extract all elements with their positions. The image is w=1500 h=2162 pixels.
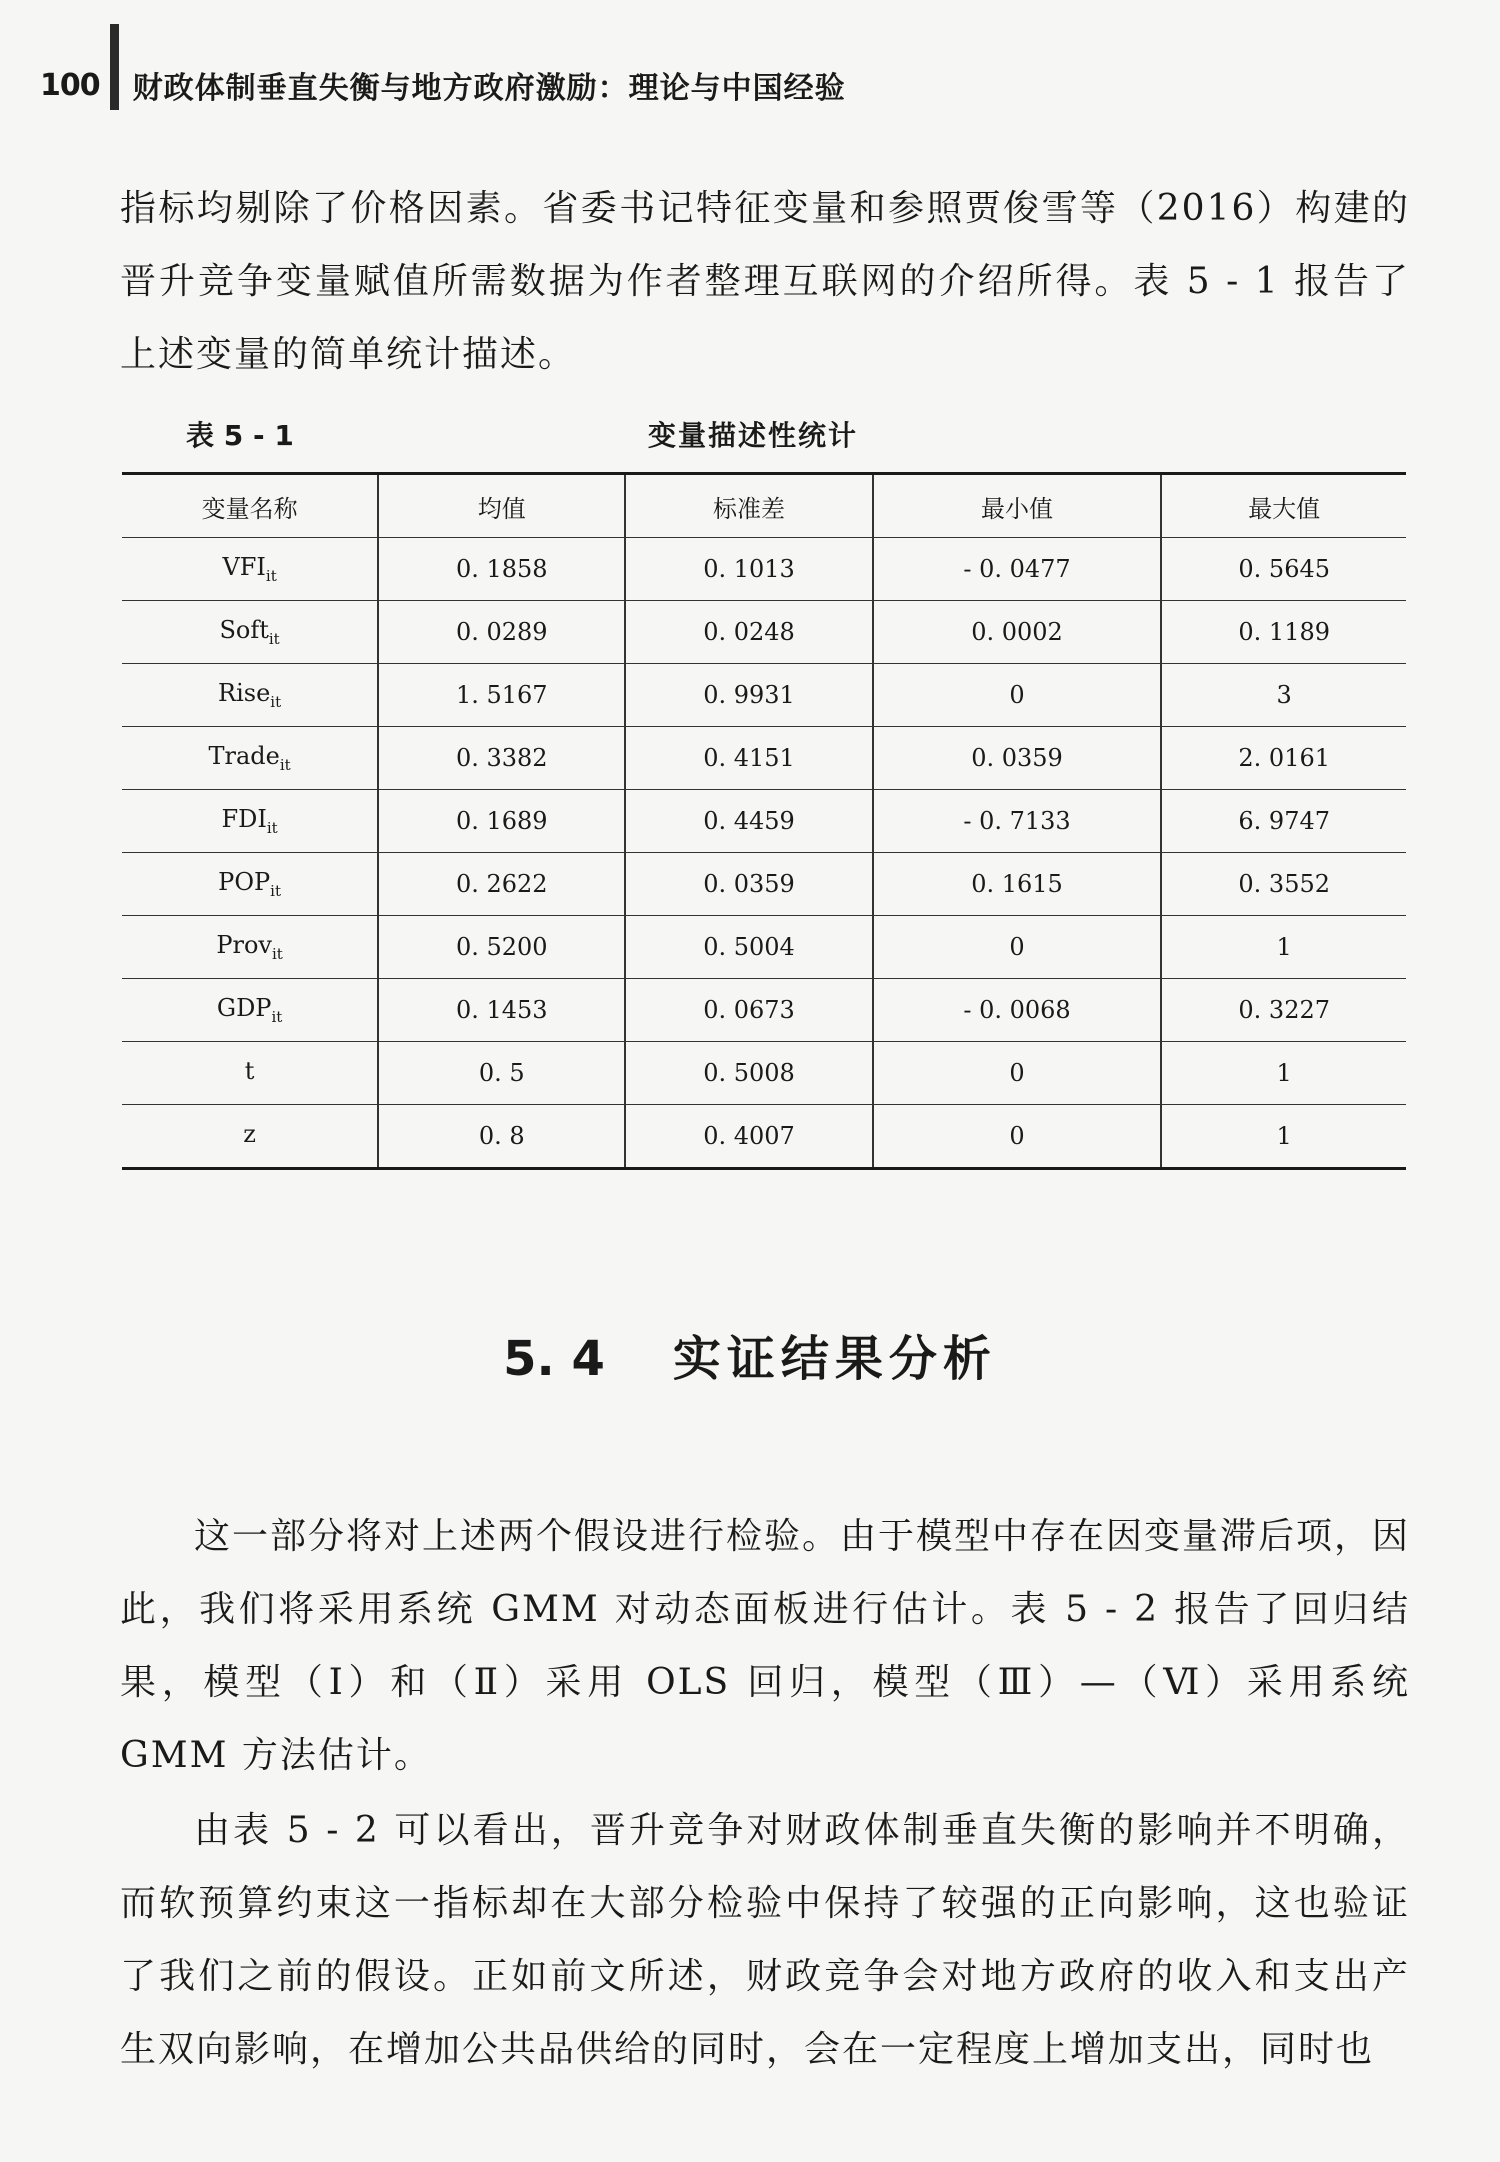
max-cell: 1 xyxy=(1161,916,1406,979)
min-cell: 0. 1615 xyxy=(873,853,1162,916)
variable-name-cell xyxy=(122,727,378,790)
max-cell: 1 xyxy=(1276,1122,1292,1150)
table-row xyxy=(122,1042,1406,1105)
body-paragraph: 由表 5 - 2 可以看出，晋升竞争对财政体制垂直失衡的影响并不明确，而软预算约束这一指标却在大部分检验中保持了较强的正向影响，这也验证了我们之前的假设。正如前文所述，财政竞争会对地方政府的收入和支出产生双向影响，在增加公共品供给的同时，会在一定程度上增加支出，同时也 xyxy=(120,1810,1410,2070)
intro-paragraph: 指标均剔除了价格因素。省委书记特征变量和参照贾俊雪等（2016）构建的晋升竞争变量赋值所需数据为作者整理互联网的介绍所得。表 5 - 1 报告了上述变量的简单统计描述。 xyxy=(120,188,1410,375)
variable-name-cell xyxy=(122,538,378,601)
table-row xyxy=(122,664,1406,727)
mean-cell: 0. 5 xyxy=(378,1042,625,1105)
mean-cell: 0. 5200 xyxy=(378,916,625,979)
sd-cell: 0. 9931 xyxy=(625,664,872,727)
variable-name: z xyxy=(243,1120,256,1148)
variable-name-cell xyxy=(122,1105,378,1169)
column-header: 变量名称 xyxy=(122,474,378,538)
table-title: 变量描述性统计 xyxy=(648,419,859,452)
max-cell: 3 xyxy=(1161,664,1406,727)
max-cell: 0. 3227 xyxy=(1161,979,1406,1042)
table-row xyxy=(122,979,1406,1042)
sd-cell: 0. 4007 xyxy=(625,1105,872,1169)
variable-subscript: it xyxy=(270,882,281,900)
sd-cell: 0. 0673 xyxy=(625,979,872,1042)
mean-cell: 1. 5167 xyxy=(378,664,625,727)
min-cell: 0 xyxy=(873,1042,1162,1105)
variable-name: Soft xyxy=(219,616,269,644)
table-header-row xyxy=(122,474,1406,538)
variable-name: VFI xyxy=(222,553,266,581)
max-cell: 1 xyxy=(1161,1042,1406,1105)
min-cell: - 0. 0068 xyxy=(873,979,1162,1042)
variable-name: GDP xyxy=(216,994,272,1022)
variable-name-cell xyxy=(122,979,378,1042)
min-cell: 0. 0359 xyxy=(873,727,1162,790)
sd-cell: 0. 4459 xyxy=(625,790,872,853)
variable-name-cell xyxy=(122,916,378,979)
max-cell: 2. 0161 xyxy=(1161,727,1406,790)
sd-cell: 0. 5004 xyxy=(625,916,872,979)
min-cell: - 0. 7133 xyxy=(873,790,1162,853)
table-row xyxy=(122,916,1406,979)
mean-cell: 0. 3382 xyxy=(378,727,625,790)
min-cell: - 0. 0477 xyxy=(873,538,1162,601)
sd-cell: 0. 1013 xyxy=(625,538,872,601)
section-number: 5. 4 xyxy=(503,1331,605,1387)
sd-cell: 0. 4151 xyxy=(625,727,872,790)
max-cell: 0. 3552 xyxy=(1161,853,1406,916)
table-row xyxy=(122,853,1406,916)
mean-cell: 0. 2622 xyxy=(378,853,625,916)
sd-cell: 0. 0248 xyxy=(625,601,872,664)
mean-cell: 0. 1689 xyxy=(378,790,625,853)
min-cell: 0 xyxy=(873,1105,1162,1169)
variable-subscript: it xyxy=(265,567,277,585)
mean-cell: 0. 1453 xyxy=(378,979,625,1042)
column-header: 均值 xyxy=(378,474,625,538)
table-row xyxy=(122,727,1406,790)
column-header: 最小值 xyxy=(873,474,1162,538)
table-row xyxy=(122,601,1406,664)
running-header xyxy=(40,60,846,110)
min-cell: 0. 0002 xyxy=(873,601,1162,664)
table-caption xyxy=(186,408,1286,458)
column-header: 标准差 xyxy=(625,474,872,538)
variable-name: POP xyxy=(218,868,271,896)
variable-subscript: it xyxy=(270,693,282,711)
mean-cell: 0. 0289 xyxy=(378,601,625,664)
table-number: 表 5 - 1 xyxy=(186,419,294,452)
max-cell: 0. 5645 xyxy=(1161,538,1406,601)
running-title: 财政体制垂直失衡与地方政府激励：理论与中国经验 xyxy=(132,71,846,106)
body-paragraph: 这一部分将对上述两个假设进行检验。由于模型中存在因变量滞后项，因此，我们将采用系统 GMM 对动态面板进行估计。表 5 - 2 报告了回归结果，模型（Ⅰ）和（Ⅱ）采用 OLS 回归，模型（Ⅲ）—（Ⅵ）采用系统 GMM 方法估计。 xyxy=(120,1516,1411,1776)
table-row xyxy=(122,538,1406,601)
column-header: 最大值 xyxy=(1161,474,1406,538)
section-title: 实证结果分析 xyxy=(672,1331,997,1387)
variable-name-cell xyxy=(122,1042,378,1105)
variable-name: t xyxy=(244,1057,255,1085)
mean-cell: 0. 1858 xyxy=(378,538,625,601)
variable-subscript: it xyxy=(271,945,283,963)
max-cell: 6. 9747 xyxy=(1161,790,1406,853)
table-row xyxy=(122,1105,1406,1169)
sd-cell: 0. 5008 xyxy=(625,1042,872,1105)
variable-name-cell xyxy=(122,601,378,664)
sd-cell: 0. 0359 xyxy=(625,853,872,916)
table-row xyxy=(122,790,1406,853)
variable-name-cell xyxy=(122,790,378,853)
variable-name-cell xyxy=(122,664,378,727)
header-divider-bar xyxy=(110,24,119,110)
min-cell: 0 xyxy=(873,664,1162,727)
variable-name: Prov xyxy=(216,931,272,959)
page-number: 100 xyxy=(40,67,100,103)
variable-subscript: it xyxy=(266,819,278,837)
max-cell: 0. 1189 xyxy=(1161,601,1406,664)
variable-subscript: it xyxy=(279,756,291,774)
variable-subscript: it xyxy=(268,630,280,648)
variable-subscript: it xyxy=(271,1008,283,1026)
variable-name-cell xyxy=(122,853,378,916)
section-heading xyxy=(0,1320,1500,1389)
min-cell: 0 xyxy=(873,916,1162,979)
variable-name: Trade xyxy=(208,742,280,770)
variable-name: Rise xyxy=(218,679,271,707)
descriptive-stats-table xyxy=(122,472,1406,1170)
mean-cell: 0. 8 xyxy=(378,1105,625,1169)
variable-name: FDI xyxy=(221,805,267,833)
